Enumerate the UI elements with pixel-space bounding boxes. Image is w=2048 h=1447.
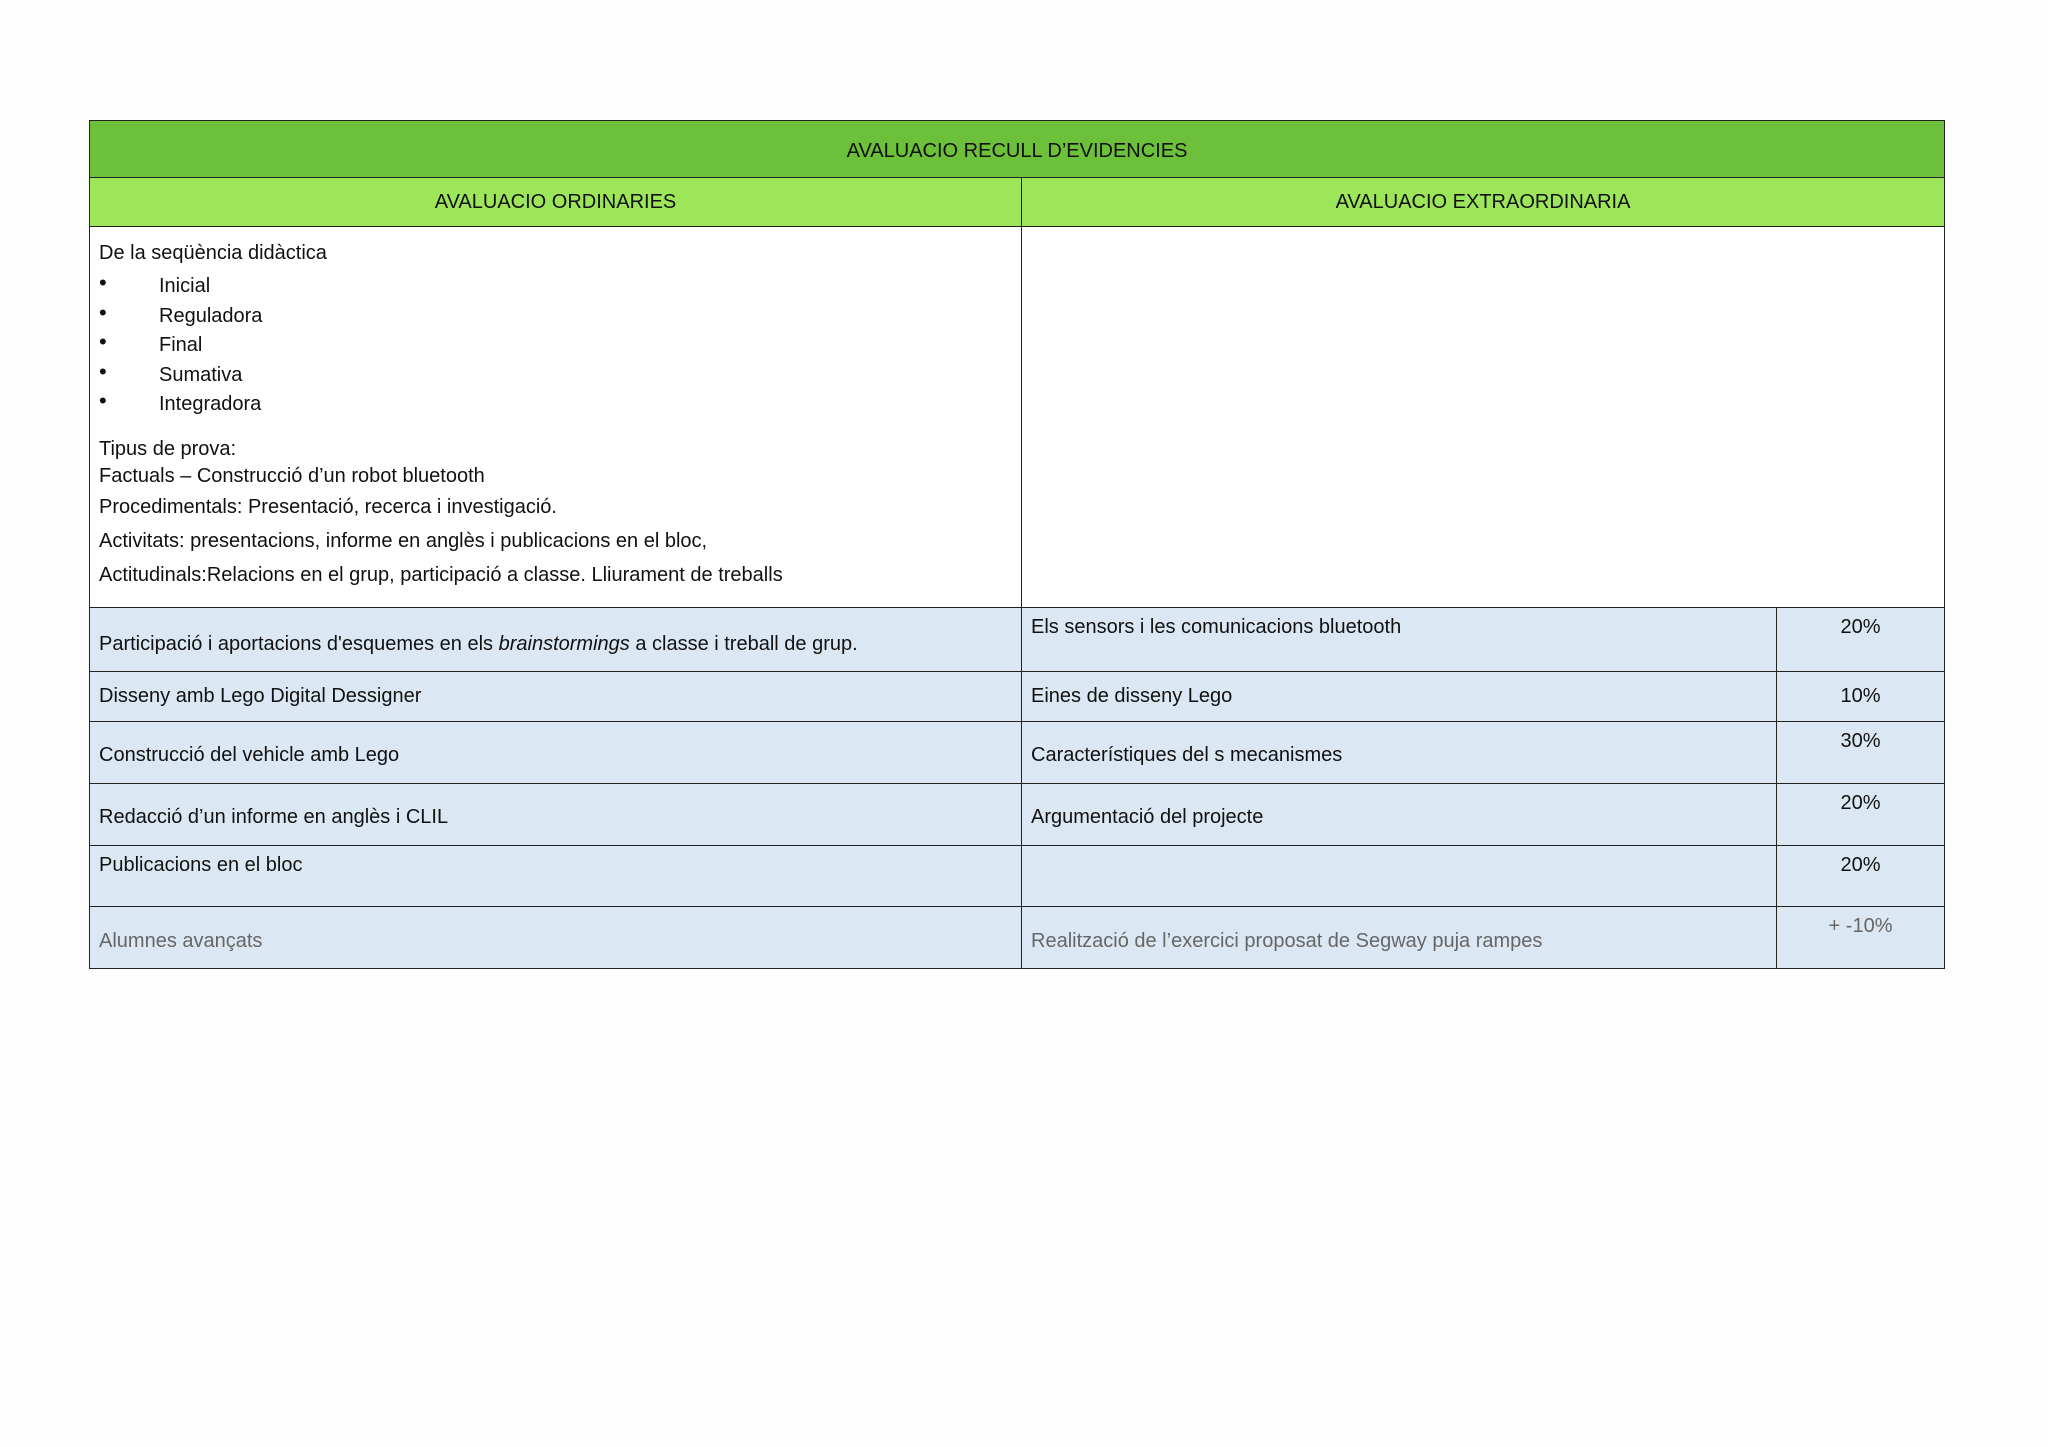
table-row: [90, 907, 1945, 969]
ordinary-cell: [90, 608, 1022, 672]
detail-row: [90, 227, 1945, 608]
percent-cell: 20%: [1777, 784, 1945, 846]
list-item: • Final: [99, 331, 1012, 361]
extraordinary-cell: Eines de disseny Lego: [1022, 672, 1777, 722]
percent-cell: 10%: [1777, 672, 1945, 722]
tests-heading: Tipus de prova:: [99, 437, 237, 460]
test-line-activities: Activitats: presentacions, informe en anglès i publicacions en el bloc,: [99, 529, 708, 552]
percent-cell: 20%: [1777, 846, 1945, 907]
percent-cell: 30%: [1777, 722, 1945, 784]
sequence-heading: De la seqüència didàctica: [99, 242, 327, 264]
test-line-factual: Factuals – Construcció d’un robot bluetooth: [99, 464, 485, 487]
ordinary-emphasis: brainstormings: [498, 633, 630, 655]
table-title: AVALUACIO RECULL D’EVIDENCIES: [90, 121, 1945, 178]
extraordinary-cell: Argumentació del projecte: [1022, 784, 1777, 846]
extraordinary-cell: [1022, 846, 1777, 907]
list-item: • Inicial: [99, 272, 1012, 302]
percent-cell: 20%: [1777, 608, 1945, 672]
percent-cell: + -10%: [1777, 907, 1945, 969]
header-extraordinary: AVALUACIO EXTRAORDINARIA: [1022, 178, 1945, 227]
header-ordinary: AVALUACIO ORDINARIES: [90, 178, 1022, 227]
ordinary-cell: Alumnes avançats: [90, 907, 1022, 969]
list-item: • Sumativa: [99, 361, 1012, 391]
table-row: [90, 608, 1945, 672]
table-row: [90, 784, 1945, 846]
table-title-row: [90, 121, 1945, 178]
ordinary-text-end: a classe i treball de grup.: [629, 633, 858, 655]
column-header-row: [90, 178, 1945, 227]
extraordinary-cell: Els sensors i les comunicacions bluetooth: [1022, 608, 1777, 672]
table-row: [90, 672, 1945, 722]
extraordinary-detail-cell: [1022, 227, 1945, 608]
ordinary-cell: Redacció d’un informe en anglès i CLIL: [90, 784, 1022, 846]
table-row: [90, 846, 1945, 907]
test-line-attitudinal: Actitudinals:Relacions en el grup, participació a classe. Lliurament de treballs: [99, 563, 783, 586]
extraordinary-cell: Realització de l’exercici proposat de Segway puja rampes: [1022, 907, 1777, 969]
list-item: • Integradora: [99, 390, 1012, 420]
ordinary-cell: Publicacions en el bloc: [90, 846, 1022, 907]
ordinary-cell: Construcció del vehicle amb Lego: [90, 722, 1022, 784]
evaluation-table: [89, 120, 1945, 969]
table-row: [90, 722, 1945, 784]
sequence-list: [99, 272, 1012, 420]
extraordinary-cell: Característiques del s mecanismes: [1022, 722, 1777, 784]
ordinary-cell: Disseny amb Lego Digital Dessigner: [90, 672, 1022, 722]
ordinary-text: Participació i aportacions d'esquemes en els: [99, 633, 499, 655]
test-line-procedural: Procedimentals: Presentació, recerca i investigació.: [99, 495, 557, 518]
ordinary-detail-cell: [90, 227, 1022, 608]
list-item: • Reguladora: [99, 302, 1012, 332]
